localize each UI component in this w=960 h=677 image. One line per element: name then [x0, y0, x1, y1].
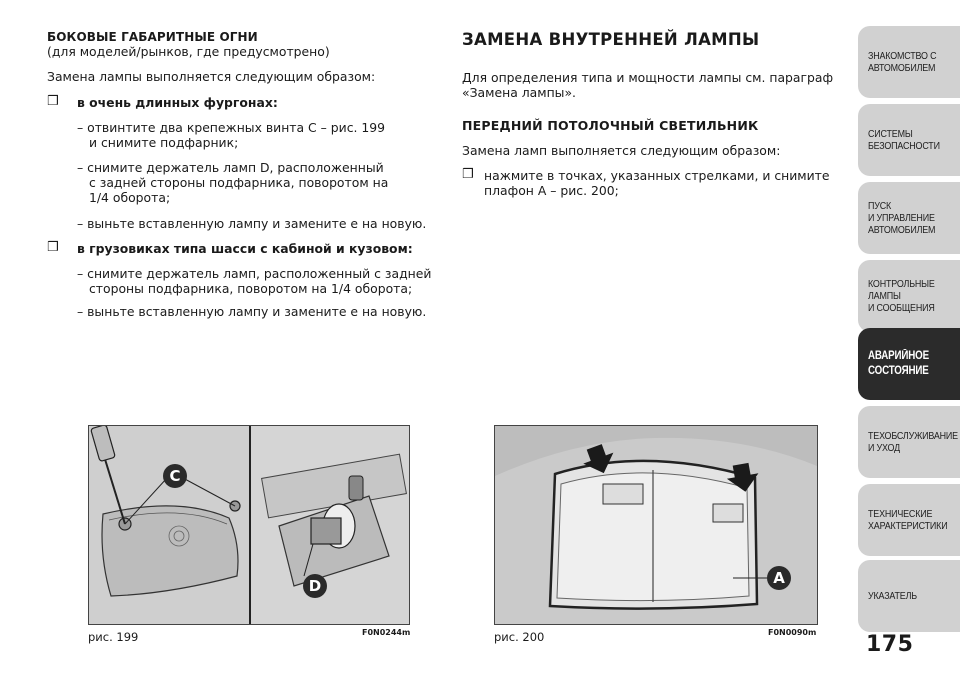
paragraph-line: «Замена лампы». [462, 85, 576, 100]
tab-label: ПУСК И УПРАВЛЕНИЕ АВТОМОБИЛЕМ [868, 200, 936, 236]
subsection-heading: ПЕРЕДНИЙ ПОТОЛОЧНЫЙ СВЕТИЛЬНИК [462, 118, 759, 133]
step-line: 1/4 оборота; [89, 190, 171, 205]
tab-label: УКАЗАТЕЛЬ [868, 590, 917, 602]
tab-label: АВАРИЙНОЕ СОСТОЯНИЕ [868, 350, 929, 377]
bullet-heading: в грузовиках типа шасси с кабиной и кузовом: [77, 241, 413, 256]
figure-200-caption: рис. 200 [494, 630, 545, 644]
step-line: – отвинтите два крепежных винта C – рис. 199 [77, 120, 386, 135]
step-line: – снимите держатель ламп D, расположенный [77, 160, 384, 175]
callout-d-badge: D [303, 574, 327, 598]
tab-warning-lights[interactable] [858, 260, 960, 332]
bullet-icon: ❒ [47, 94, 59, 109]
page-number: 175 [866, 632, 914, 657]
figure-200 [494, 425, 818, 625]
step-line: плафон A – рис. 200; [484, 183, 619, 198]
intro-text: Замена ламп выполняется следующим образом: [462, 143, 781, 158]
callout-a-badge: A [767, 566, 791, 590]
tab-start-and-drive[interactable] [858, 182, 960, 254]
intro-text: Замена лампы выполняется следующим образом: [47, 69, 376, 84]
tab-label: ТЕХОБСЛУЖИВАНИЕ И УХОД [868, 430, 958, 454]
tab-introduction[interactable] [858, 26, 960, 98]
section-heading: БОКОВЫЕ ГАБАРИТНЫЕ ОГНИ [47, 30, 258, 44]
figure-199-caption: рис. 199 [88, 630, 139, 644]
step-line: стороны подфарника, поворотом на 1/4 оборота; [89, 281, 413, 296]
page-title: ЗАМЕНА ВНУТРЕННЕЙ ЛАМПЫ [462, 30, 760, 49]
step-line: нажмите в точках, указанных стрелками, и снимите [484, 168, 830, 183]
bullet-icon: ❒ [47, 240, 59, 255]
step-line: – снимите держатель ламп, расположенный с задней [77, 266, 432, 281]
tab-emergency[interactable] [858, 328, 960, 400]
callout-c-badge: C [163, 464, 187, 488]
tab-label: СИСТЕМЫ БЕЗОПАСНОСТИ [868, 128, 940, 152]
step-line: с задней стороны подфарника, поворотом на [89, 175, 389, 190]
tab-label: ТЕХНИЧЕСКИЕ ХАРАКТЕРИСТИКИ [868, 508, 948, 532]
figure-199 [88, 425, 410, 625]
step-line: – выньте вставленную лампу и замените е на новую. [77, 216, 427, 231]
step-line: – выньте вставленную лампу и замените е на новую. [77, 304, 427, 319]
figure-200-code: F0N0090m [768, 628, 817, 637]
tab-maintenance[interactable] [858, 406, 960, 478]
tab-specifications[interactable] [858, 484, 960, 556]
step-line: и снимите подфарник; [89, 135, 239, 150]
figure-200-illustration [495, 426, 817, 624]
tab-safety-systems[interactable] [858, 104, 960, 176]
tab-label: КОНТРОЛЬНЫЕ ЛАМПЫ И СООБЩЕНИЯ [868, 278, 935, 314]
tab-label: ЗНАКОМСТВО С АВТОМОБИЛЕМ [868, 50, 937, 74]
tab-index[interactable] [858, 560, 960, 632]
figure-199-code: F0N0244m [362, 628, 411, 637]
figure-199-illustration [89, 426, 409, 624]
section-subheading: (для моделей/рынков, где предусмотрено) [47, 44, 330, 59]
paragraph-line: Для определения типа и мощности лампы см. параграф [462, 70, 834, 85]
bullet-icon: ❒ [462, 167, 474, 182]
bullet-heading: в очень длинных фургонах: [77, 95, 278, 110]
